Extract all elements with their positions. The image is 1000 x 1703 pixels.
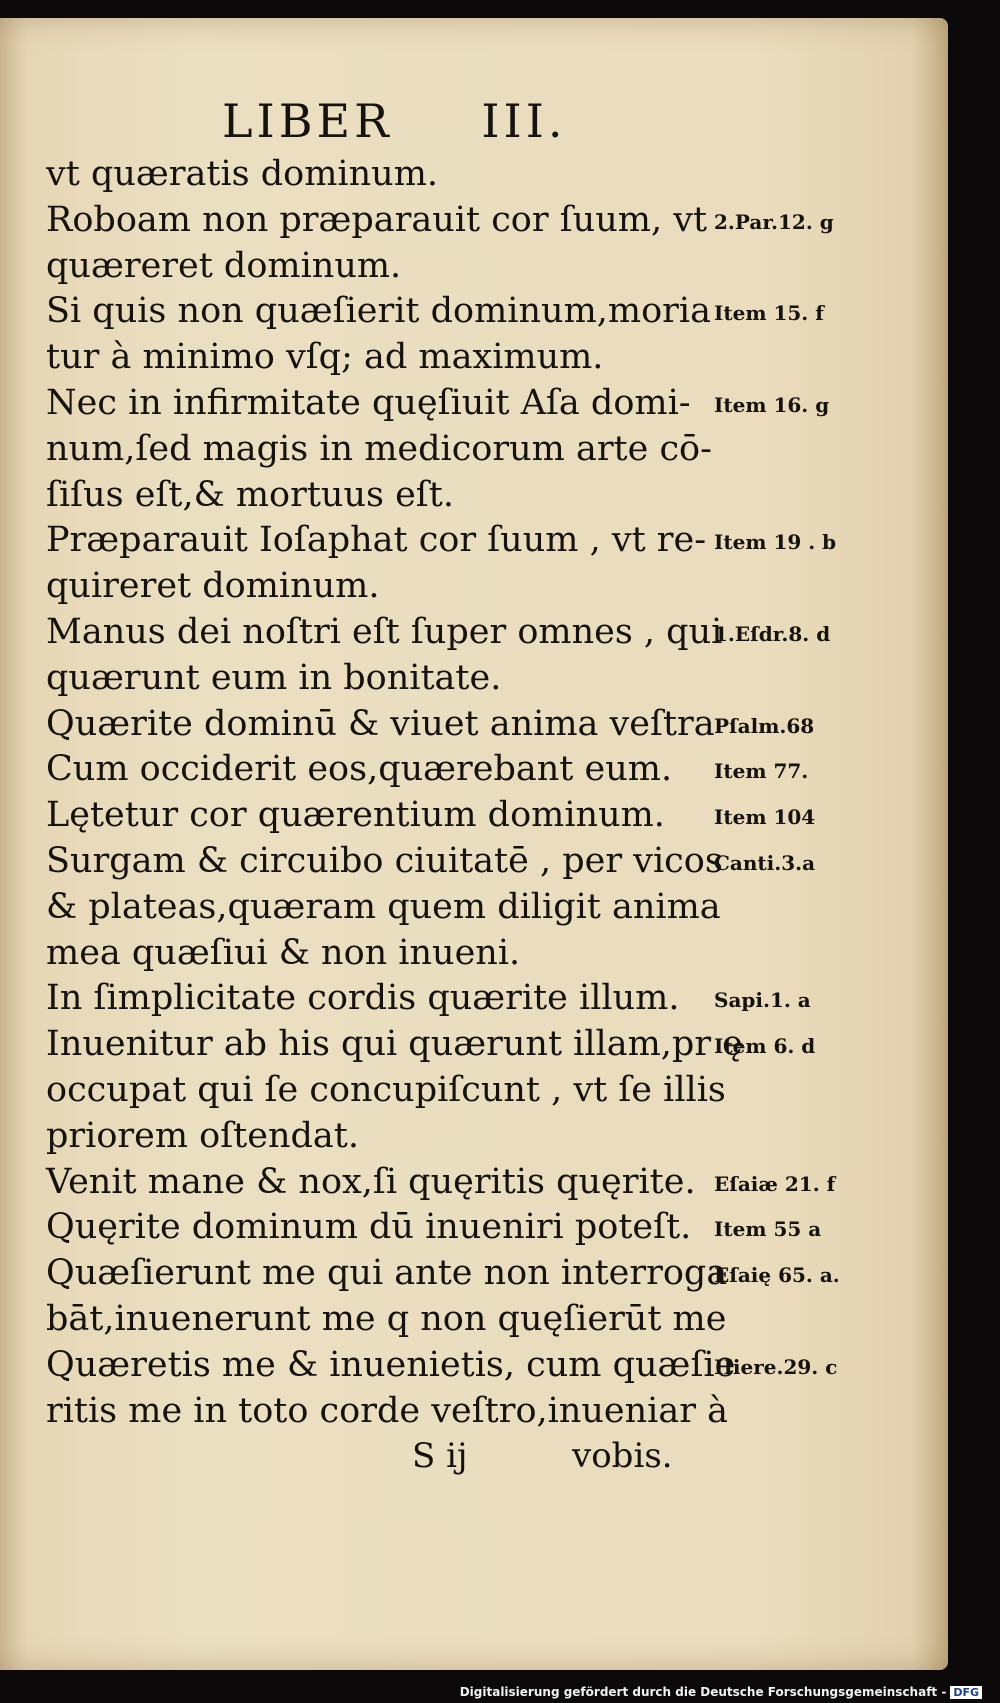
text-line: Præparauit Ioſaphat cor ſuum , vt re- bbox=[46, 520, 707, 561]
text-line: Venit mane & nox,ſi quęritis quęrite. bbox=[46, 1161, 696, 1202]
text-line: Lętetur cor quærentium dominum. bbox=[46, 795, 665, 836]
catchword: vobis. bbox=[572, 1436, 673, 1476]
header-volume: III. bbox=[481, 94, 567, 148]
margin-note: Item 19 . b bbox=[714, 530, 837, 555]
text-line: ſiſus eſt,& mortuus eſt. bbox=[46, 474, 454, 515]
margin-note: Item 104 bbox=[714, 805, 816, 830]
text-line: bāt,inuenerunt me q non quęſierūt me bbox=[46, 1299, 727, 1339]
text-line: Quęrite dominum dū inueniri poteſt. bbox=[46, 1207, 692, 1248]
text-line: Nec in infirmitate quęſiuit Aſa domi- bbox=[46, 383, 691, 423]
text-line: Surgam & circuibo ciuitatē , per vicos bbox=[46, 841, 723, 881]
dfg-logo: DFG bbox=[950, 1686, 982, 1699]
text-line: Quæſierunt me qui ante non interroga bbox=[46, 1253, 728, 1294]
margin-note: Item 55 a bbox=[714, 1217, 822, 1242]
text-line: occupat qui ſe concupiſcunt , vt ſe illis bbox=[46, 1070, 726, 1110]
text-line: Manus dei noſtri eſt ſuper omnes , qui bbox=[46, 612, 723, 652]
margin-note: Item 6. d bbox=[714, 1034, 816, 1059]
text-line: Quærite dominū & viuet anima veſtra bbox=[46, 703, 715, 744]
margin-note: Eſaię 65. a. bbox=[714, 1263, 840, 1288]
running-header bbox=[222, 94, 567, 148]
margin-note: 2.Par.12. g bbox=[714, 209, 834, 234]
text-line: ritis me in toto corde veſtro,inueniar à bbox=[46, 1390, 728, 1431]
text-line: quireret dominum. bbox=[46, 566, 380, 607]
margin-note: Item 77. bbox=[714, 759, 809, 784]
digitization-credit bbox=[460, 1685, 982, 1699]
margin-note: Hiere.29. c bbox=[714, 1354, 838, 1379]
text-line: tur à minimo vſq; ad maximum. bbox=[46, 337, 604, 378]
text-line: In ſimplicitate cordis quærite illum. bbox=[46, 978, 680, 1019]
text-line: priorem oſtendat. bbox=[46, 1115, 359, 1156]
text-line: mea quæſiui & non inueni. bbox=[46, 932, 521, 973]
book-page bbox=[0, 18, 948, 1670]
text-line: quæreret dominum. bbox=[46, 245, 402, 286]
credit-text: Digitalisierung gefördert durch die Deutsche Forschungsgemeinschaft - bbox=[459, 1685, 947, 1699]
margin-note: Sapi.1. a bbox=[714, 988, 811, 1013]
text-line: vt quæratis dominum. bbox=[46, 154, 439, 194]
margin-note: Eſaiæ 21. f bbox=[714, 1171, 836, 1196]
margin-note: Canti.3.a bbox=[714, 851, 816, 875]
margin-note: Pſalm.68 bbox=[714, 713, 815, 738]
text-line: Cum occiderit eos,quærebant eum. bbox=[46, 749, 673, 790]
margin-note: Item 16. g bbox=[714, 393, 830, 417]
text-line: num,ſed magis in medicorum arte cō- bbox=[46, 428, 712, 469]
signature-mark: S ij bbox=[412, 1436, 468, 1476]
text-line: Roboam non præparauit cor ſuum, vt bbox=[46, 199, 708, 240]
text-line: Inuenitur ab his qui quærunt illam,pr ę bbox=[46, 1024, 743, 1065]
margin-note: Item 15. f bbox=[714, 301, 824, 326]
text-line: & plateas,quæram quem diligit anima bbox=[46, 886, 721, 927]
margin-note: 1.Eſdr.8. d bbox=[714, 622, 831, 646]
text-line: Quæretis me & inuenietis, cum quæſie bbox=[46, 1344, 736, 1385]
text-line: Si quis non quæſierit dominum,moria bbox=[46, 291, 711, 332]
header-title: LIBER bbox=[222, 94, 393, 148]
text-line: quærunt eum in bonitate. bbox=[46, 657, 502, 698]
